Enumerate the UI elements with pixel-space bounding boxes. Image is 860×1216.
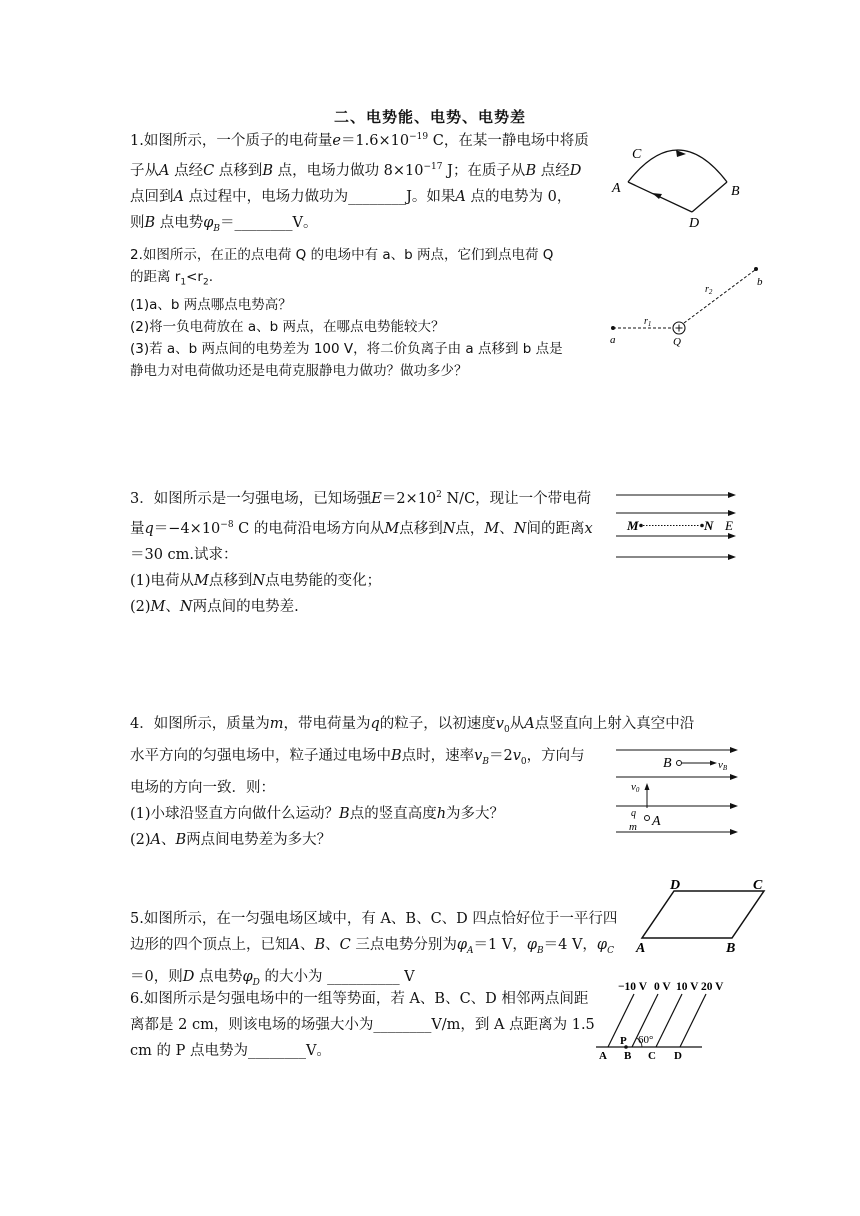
- q3-point-m: [639, 524, 643, 528]
- q6-label-c: C: [648, 1050, 656, 1062]
- question-4: [130, 711, 694, 853]
- q2-line-qb: [684, 270, 755, 323]
- q4-label-a: A: [652, 814, 661, 829]
- q5-line-2: 边形的四个顶点上，已知A、B、C 三点电势分别为$\varphi_A=1$ V，$\varphi_B=4$ V，$\varphi_C$: [130, 937, 614, 956]
- q5-label-c: C: [753, 878, 763, 893]
- q6-line-1: 6.如图所示是匀强电场中的一组等势面，若 A、B、C、D 相邻两点间距: [130, 991, 589, 1007]
- q6-label-v2: 0 V: [654, 981, 671, 993]
- q3-line-4: (1)电荷从M点移到N点电势能的变化；: [130, 572, 382, 589]
- q3-figure: [614, 488, 739, 568]
- q6-label-v3: 10 V: [676, 981, 699, 993]
- q3-field-arrow-2: [728, 510, 736, 516]
- question-1: [130, 124, 589, 242]
- q2-line-1: 2.如图所示，在正的点电荷 Q 的电场中有 a、b 两点，它们到点电荷 Q: [130, 247, 554, 263]
- q1-label-d: D: [689, 216, 700, 231]
- q4-point-a: [645, 816, 650, 821]
- q4-label-vb: vB: [718, 759, 728, 772]
- q4-point-b: [677, 761, 682, 766]
- q3-label-e: E: [725, 518, 733, 533]
- q2-label-r1: $r_1$: [644, 316, 652, 328]
- q5-label-d: D: [670, 878, 681, 893]
- question-2: [130, 244, 563, 382]
- q3-line-1: 3．如图所示是一匀强电场，已知场强$E=2\times 10^2$ N/C，现让一个带电荷: [130, 490, 592, 507]
- q2-figure: [600, 262, 770, 352]
- q6-label-angle: 60°: [638, 1034, 654, 1046]
- q6-line-2: 离都是 2 cm，则该电场的场强大小为________V/m，到 A 点距离为 1.5: [130, 1017, 595, 1033]
- q1-line-3: 点回到A 点过程中，电场力做功为________J。如果A 点的电势为 0，: [130, 188, 572, 205]
- q4-field-arrow-3: [730, 803, 738, 809]
- q4-figure: [614, 744, 742, 836]
- question-5: [130, 906, 617, 996]
- q6-label-v4: 20 V: [701, 981, 724, 993]
- q6-equipotential-3: [656, 994, 682, 1047]
- q3-line-3: ＝30 cm.试求：: [130, 546, 238, 563]
- q6-line-3: cm 的 P 点电势为________V。: [130, 1043, 331, 1059]
- q2-label-a: a: [610, 334, 616, 346]
- q3-label-m: M: [627, 518, 639, 533]
- q2-line-2: 的距离 $r_1<r_2$.: [130, 269, 213, 288]
- q4-line-4: (1)小球沿竖直方向做什么运动？B点的竖直高度h为多大？: [130, 805, 505, 822]
- q1-line-arrow: [652, 193, 662, 199]
- q2-label-q: Q: [673, 336, 681, 348]
- q4-line-2: 水平方向的匀强电场中，粒子通过电场中B点时，速率$v_B=2v_0$，方向与: [130, 747, 585, 767]
- q6-figure: [594, 976, 724, 1060]
- q1-line-4: 则B 点电势$\varphi_B=\_\_\_\_\_\_\_\_V$。: [130, 214, 318, 234]
- q5-parallelogram: [642, 891, 764, 938]
- q1-line-2: 子从A 点经C 点移到B 点，电场力做功 $8\times 10^{-17}$ J；在质子从B 点经D: [130, 161, 582, 179]
- q4-field-arrow-2: [730, 774, 738, 780]
- q6-equipotential-4: [680, 994, 706, 1047]
- q2-label-r2: $r_2$: [705, 284, 713, 296]
- q3-field-arrow-3: [728, 533, 736, 539]
- q5-line-3: ＝0，则D 点电势$\varphi_D$ 的大小为 __________ V: [130, 968, 415, 988]
- q4-line-1: 4．如图所示，质量为m，带电荷量为q的粒子，以初速度$v_0$从A点竖直向上射入真空中沿: [130, 716, 695, 735]
- q1-line-1: 1.如图所示，一个质子的电荷量$e=1.6\times 10^{-19}$ C，在某一静电场中将质: [130, 132, 589, 149]
- q6-label-a: A: [599, 1050, 607, 1062]
- q1-label-a: A: [612, 181, 621, 196]
- q2-point-b: [754, 267, 758, 271]
- q3-line-2: 量$q=-4\times 10^{-8}$ C 的电荷沿电场方向从M点移到N点，M、N间的距离x: [130, 519, 593, 537]
- page-title: 二、电势能、电势、电势差: [333, 108, 526, 126]
- q6-label-d: D: [674, 1050, 682, 1062]
- q3-field-arrow-4: [728, 554, 736, 560]
- question-6: [130, 986, 595, 1064]
- q1-label-c: C: [632, 147, 642, 162]
- q2-line-3: (1)a、b 两点哪点电势高？: [130, 296, 292, 313]
- q4-label-q: q: [631, 808, 636, 819]
- q4-line-3: 电场的方向一致．则：: [130, 779, 275, 796]
- q4-field-arrow-1: [730, 747, 738, 753]
- q1-figure: [600, 140, 760, 235]
- q5-line-1: 5.如图所示，在一匀强电场区域中，有 A、B、C、D 四点恰好位于一平行四: [130, 911, 618, 927]
- q2-label-b: b: [757, 276, 763, 288]
- q2-line-6: 静电力对电荷做功还是电荷克服静电力做功？做功多少？: [130, 362, 468, 379]
- q4-line-5: (2)A、B两点间电势差为多大？: [130, 831, 332, 848]
- q4-label-m: m: [629, 821, 637, 833]
- q1-label-b: B: [731, 184, 740, 199]
- question-3: [130, 482, 593, 620]
- q6-label-v1: −10 V: [618, 981, 648, 993]
- q3-line-5: (2)M、N两点间的电势差.: [130, 598, 299, 615]
- q3-label-n: N: [704, 518, 714, 533]
- q4-field-arrow-4: [730, 829, 738, 835]
- q5-label-a: A: [636, 941, 646, 956]
- q6-label-b: B: [624, 1050, 632, 1062]
- q5-figure: [634, 878, 774, 954]
- q2-line-5: (3)若 a、b 两点间的电势差为 100 V，将二价负离子由 a 点移到 b 点是: [130, 340, 563, 357]
- q4-label-v0: v0: [631, 781, 640, 794]
- q1-line-bd: [692, 182, 727, 212]
- q2-line-4: (2)将一负电荷放在 a、b 两点，在哪点电势能较大？: [130, 318, 445, 335]
- q5-label-b: B: [726, 941, 736, 956]
- q4-label-b: B: [663, 756, 672, 771]
- q6-label-p: P: [620, 1035, 627, 1047]
- q3-field-arrow-1: [728, 492, 736, 498]
